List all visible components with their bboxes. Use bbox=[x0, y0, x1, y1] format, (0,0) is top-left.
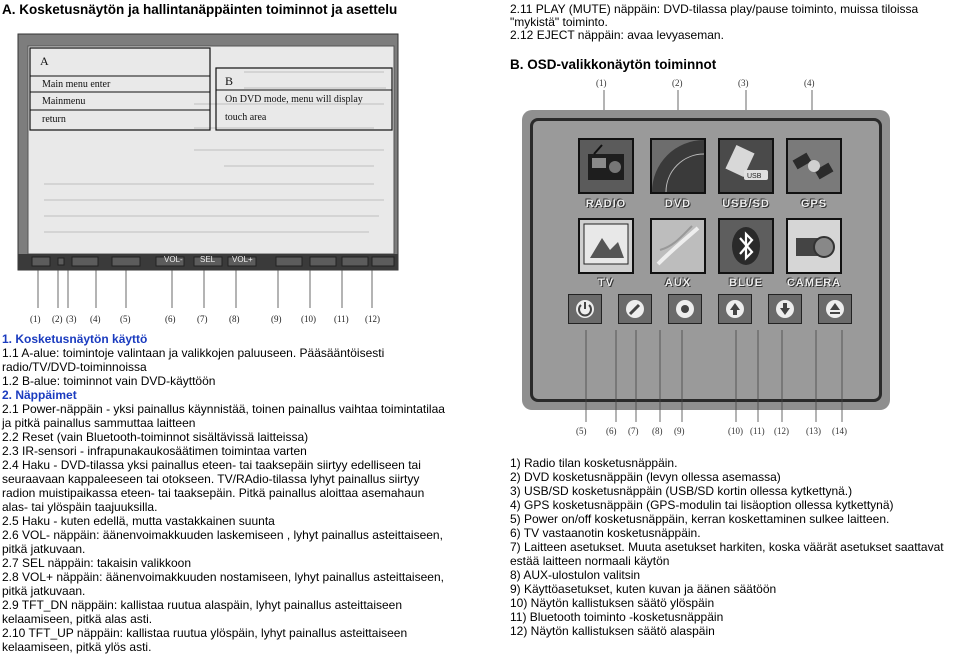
vol-minus-button[interactable]: VOL- bbox=[164, 255, 183, 264]
left-line: 2.8 VOL+ näppäin: äänenvoimakkuuden nostamiseen, lyhyt painallus asteittaiseen, bbox=[2, 570, 444, 584]
osd-callout-12: (12) bbox=[774, 426, 789, 436]
gps-tile[interactable] bbox=[786, 138, 842, 194]
osd-list-item: 11) Bluetooth toiminto -kosketusnäppäin bbox=[510, 610, 724, 624]
radio-label: RADIO bbox=[585, 198, 627, 210]
callout-10: (10) bbox=[301, 314, 316, 324]
left-title: A. Kosketusnäytön ja hallintanäppäinten toiminnot ja asettelu bbox=[2, 2, 398, 17]
aux-label: AUX bbox=[664, 277, 692, 289]
area-b-letter: B bbox=[225, 74, 234, 88]
osd-callout-8: (8) bbox=[652, 426, 663, 436]
area-a-letter: A bbox=[40, 54, 49, 68]
aux-cable-icon bbox=[652, 220, 704, 272]
osd-callout-13: (13) bbox=[806, 426, 821, 436]
left-line: 2.7 SEL näppäin: takaisin valikkoon bbox=[2, 556, 192, 570]
left-line: 2.4 Haku - DVD-tilassa yksi painallus eteen- tai taaksepäin siirtyy edelliseen tai bbox=[2, 458, 421, 472]
aux-tile[interactable] bbox=[650, 218, 706, 274]
power-icon bbox=[569, 295, 601, 323]
left-line: 2.2 Reset (vain Bluetooth-toiminnot sisältävissä laitteissa) bbox=[2, 430, 309, 444]
osd-list-item: 1) Radio tilan kosketusnäppäin. bbox=[510, 456, 678, 470]
osd-callout-3: (3) bbox=[738, 78, 749, 88]
tv-tile[interactable] bbox=[578, 218, 634, 274]
area-a-line2: Mainmenu bbox=[42, 96, 86, 107]
eject-button[interactable] bbox=[818, 294, 852, 324]
left-line: alas- tai ylöspäin taajuuksilla. bbox=[2, 500, 158, 514]
left-line: 1.2 B-alue: toiminnot vain DVD-käyttöön bbox=[2, 374, 216, 388]
osd-callout-4: (4) bbox=[804, 78, 815, 88]
arrow-down-icon bbox=[769, 295, 801, 323]
osd-list-item: 4) GPS kosketusnäppäin (GPS-modulin tai lisäoption ollessa kytkettynä) bbox=[510, 498, 894, 512]
arrow-up-icon bbox=[719, 295, 751, 323]
eject-icon bbox=[819, 295, 851, 323]
osd-title: B. OSD-valikkonäytön toiminnot bbox=[510, 57, 717, 72]
osd-callout-1: (1) bbox=[596, 78, 607, 88]
right-top-line: "mykistä" toiminto. bbox=[510, 15, 608, 29]
osd-list-item: 5) Power on/off kosketusnäppäin, kerran koskettaminen sulkee laitteen. bbox=[510, 512, 890, 526]
bluetooth-icon bbox=[720, 220, 772, 272]
section2-heading: 2. Näppäimet bbox=[2, 388, 77, 402]
left-line: radion muistipaikassa eteen- tai taaksepäin. Pitkä painallus aloittaa asemahaun bbox=[2, 486, 425, 500]
bluetooth-tile[interactable] bbox=[718, 218, 774, 274]
left-line: ja pitkä painallus sammuttaa laitteen bbox=[2, 416, 196, 430]
osd-callout-14: (14) bbox=[832, 426, 847, 436]
dvd-label: DVD bbox=[664, 198, 692, 210]
settings-button[interactable] bbox=[618, 294, 652, 324]
aux-icon bbox=[669, 295, 701, 323]
area-b-line2: touch area bbox=[225, 112, 267, 123]
usb-sd-icon bbox=[720, 140, 772, 192]
right-top-line: 2.12 EJECT näppäin: avaa levyaseman. bbox=[510, 28, 724, 42]
callout-4: (4) bbox=[90, 314, 101, 324]
gps-label: GPS bbox=[800, 198, 828, 210]
callout-7: (7) bbox=[197, 314, 208, 324]
osd-list-item: 6) TV vastaanotin kosketusnäppäin. bbox=[510, 526, 701, 540]
left-line: kelaamiseen, pitkä ylös asti. bbox=[2, 640, 152, 654]
left-line: seuraavaan kappaleeseen tai otokseen. TV/RAdio-tilassa lyhyt painallus siirtyy bbox=[2, 472, 420, 486]
sel-button[interactable]: SEL bbox=[200, 255, 216, 264]
aux-output-button[interactable] bbox=[668, 294, 702, 324]
callout-11: (11) bbox=[334, 314, 349, 324]
osd-list-item: 7) Laitteen asetukset. Muuta asetukset harkiten, koska väärät asetukset saattavat bbox=[510, 540, 944, 554]
osd-list-item: estää laitteen normaali käytön bbox=[510, 554, 670, 568]
dvd-tile[interactable] bbox=[650, 138, 706, 194]
left-line: kelaamiseen, pitkä alas asti. bbox=[2, 612, 153, 626]
left-line: 2.9 TFT_DN näppäin: kallistaa ruutua alaspäin, lyhyt painallus asteittaiseen bbox=[2, 598, 403, 612]
osd-callout-10: (10) bbox=[728, 426, 743, 436]
callout-5: (5) bbox=[120, 314, 131, 324]
blue-label: BLUE bbox=[729, 277, 763, 289]
dvd-disc-icon bbox=[652, 140, 704, 192]
device-drawing bbox=[14, 32, 414, 332]
section1-heading: 1. Kosketusnäytön käyttö bbox=[2, 332, 148, 346]
left-line: 2.5 Haku - kuten edellä, mutta vastakkainen suunta bbox=[2, 514, 275, 528]
radio-tile[interactable] bbox=[578, 138, 634, 194]
power-button[interactable] bbox=[568, 294, 602, 324]
vol-plus-button[interactable]: VOL+ bbox=[232, 255, 253, 264]
osd-list-item: 12) Näytön kallistuksen säätö alaspäin bbox=[510, 624, 715, 638]
usb-sd-tile[interactable] bbox=[718, 138, 774, 194]
callout-9: (9) bbox=[271, 314, 282, 324]
osd-callout-7: (7) bbox=[628, 426, 639, 436]
left-line: 1.1 A-alue: toimintoje valintaan ja valikkojen paluuseen. Pääsääntöisesti bbox=[2, 346, 385, 360]
left-line: 2.3 IR-sensori - infrapunakaukosäätimen toimintaa varten bbox=[2, 444, 307, 458]
left-line: radio/TV/DVD-toiminnoissa bbox=[2, 360, 147, 374]
tv-icon bbox=[580, 220, 632, 272]
camera-label: CAMERA bbox=[786, 277, 842, 289]
area-a-line1: Main menu enter bbox=[42, 79, 111, 90]
osd-callout-11: (11) bbox=[750, 426, 765, 436]
osd-list-item: 2) DVD kosketusnäppäin (levyn ollessa asemassa) bbox=[510, 470, 781, 484]
callout-8: (8) bbox=[229, 314, 240, 324]
osd-callout-2: (2) bbox=[672, 78, 683, 88]
callout-2: (2) bbox=[52, 314, 63, 324]
osd-list-item: 3) USB/SD kosketusnäppäin (USB/SD kortin ollessa kytkettynä.) bbox=[510, 484, 853, 498]
camera-icon bbox=[788, 220, 840, 272]
left-line: 2.6 VOL- näppäin: äänenvoimakkuuden laskemiseen , lyhyt painallus asteittaiseen, bbox=[2, 528, 443, 542]
camera-tile[interactable] bbox=[786, 218, 842, 274]
osd-callout-5: (5) bbox=[576, 426, 587, 436]
osd-list-item: 8) AUX-ulostulon valitsin bbox=[510, 568, 641, 582]
osd-list-item: 10) Näytön kallistuksen säätö ylöspäin bbox=[510, 596, 715, 610]
osd-callout-6: (6) bbox=[606, 426, 617, 436]
wrench-icon bbox=[619, 295, 651, 323]
right-top-line: 2.11 PLAY (MUTE) näppäin: DVD-tilassa play/pause toiminto, muissa tiloissa bbox=[510, 2, 919, 16]
left-line: 2.10 TFT_UP näppäin: kallistaa ruutua ylöspäin, lyhyt painallus asteittaiseen bbox=[2, 626, 408, 640]
tilt-down-button[interactable] bbox=[768, 294, 802, 324]
osd-list-item: 9) Käyttöasetukset, kuten kuvan ja äänen säätöön bbox=[510, 582, 777, 596]
radio-icon bbox=[580, 140, 632, 192]
left-line: pitkä jatkuvaan. bbox=[2, 542, 86, 556]
left-line: 2.1 Power-näppäin - yksi painallus käynnistää, toinen painallus vaihtaa toimintatilaa bbox=[2, 402, 445, 416]
callout-1: (1) bbox=[30, 314, 41, 324]
callout-12: (12) bbox=[365, 314, 380, 324]
callout-6: (6) bbox=[165, 314, 176, 324]
svg-text:USB: USB bbox=[747, 173, 762, 180]
gps-satellite-icon bbox=[788, 140, 840, 192]
device-photo bbox=[14, 32, 414, 332]
osd-callout-9: (9) bbox=[674, 426, 685, 436]
left-line: pitkä jatkuvaan. bbox=[2, 584, 86, 598]
area-a-line3: return bbox=[42, 114, 66, 125]
osd-bottom-leaders bbox=[560, 330, 880, 430]
usb-sd-label: USB/SD bbox=[722, 198, 770, 210]
tilt-up-button[interactable] bbox=[718, 294, 752, 324]
callout-3: (3) bbox=[66, 314, 77, 324]
area-b-line1: On DVD mode, menu will display bbox=[225, 94, 363, 105]
tv-label: TV bbox=[597, 277, 615, 289]
